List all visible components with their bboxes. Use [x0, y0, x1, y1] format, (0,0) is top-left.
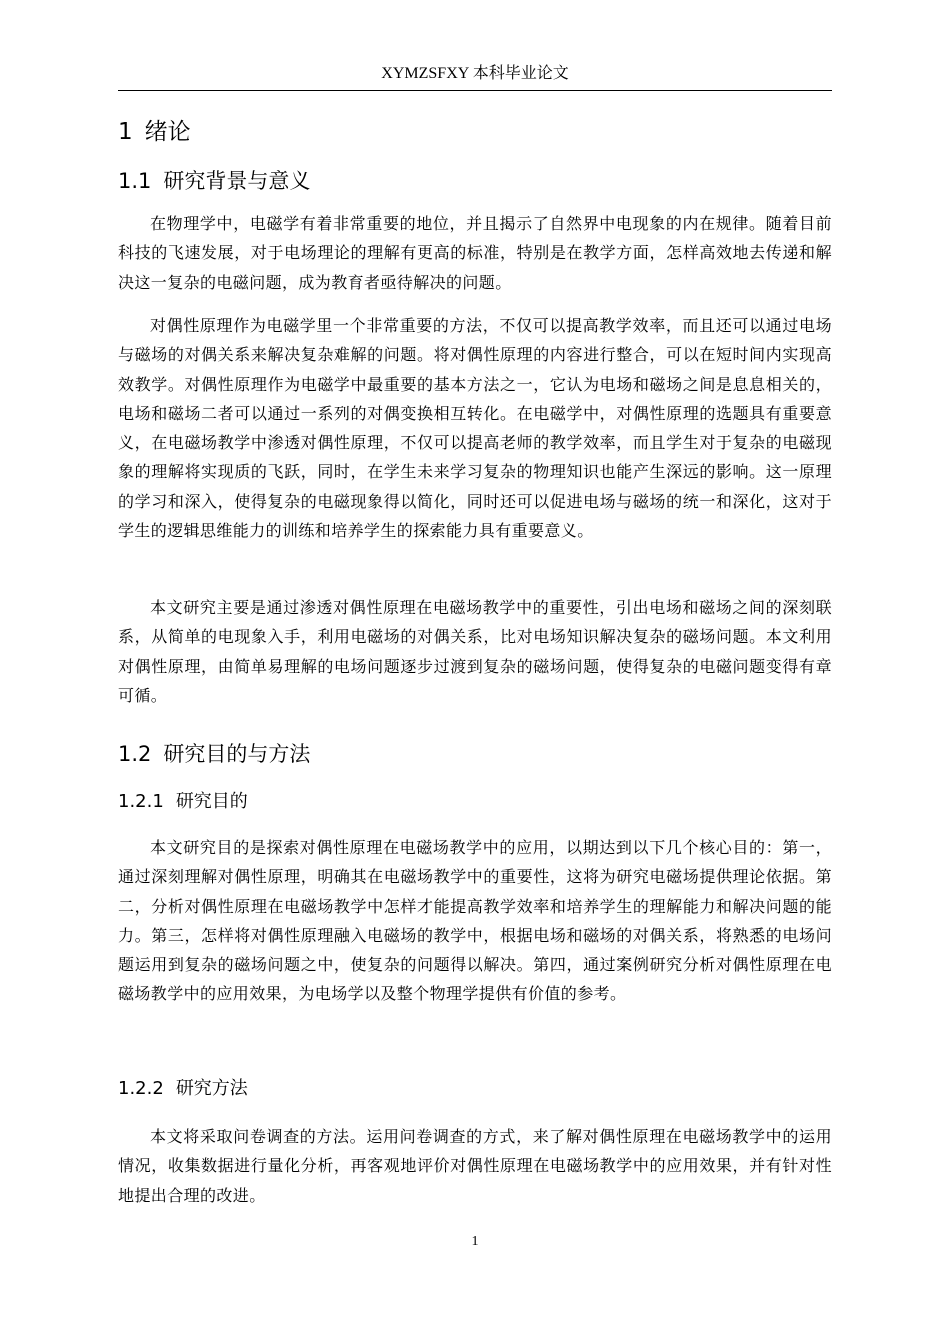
- subsection-title: 研究方法: [175, 1078, 248, 1099]
- running-header: XYMZSFXY 本科毕业论文: [381, 65, 569, 82]
- page-number: 1: [471, 1234, 479, 1249]
- section-heading-1-1: [118, 168, 310, 194]
- paragraph: 本文研究主要是通过渗透对偶性原理在电磁场教学中的重要性，引出电场和磁场之间的深刻联系，从简单的电现象入手，利用电磁场的对偶关系，比对电场知识解决复杂的磁场问题。本文利用对偶性原理，由简单易理解的电场问题逐步过渡到复杂的磁场问题，使得复杂的电磁问题变得有章可循。: [118, 598, 832, 705]
- subsection-number: 1.2.2: [118, 1078, 164, 1099]
- subsection-title: 研究目的: [175, 791, 248, 812]
- subsection-heading-1-2-2: [118, 1077, 248, 1101]
- section-number: 1.2: [118, 742, 152, 766]
- header-rule: [118, 90, 832, 91]
- paragraph: 对偶性原理作为电磁学里一个非常重要的方法，不仅可以提高教学效率，而且还可以通过电场与磁场的对偶关系来解决复杂难解的问题。将对偶性原理的内容进行整合，可以在短时间内实现高效教学。对偶性原理作为电磁学中最重要的基本方法之一，它认为电场和磁场之间是息息相关的，电场和磁场二者可以通过一系列的对偶变换相互转化。在电磁学中，对偶性原理的选题具有重要意义，在电磁场教学中渗透对偶性原理，不仅可以提高老师的教学效率，而且学生对于复杂的电磁现象的理解将实现质的飞跃，同时，在学生未来学习复杂的物理知识也能产生深远的影响。这一原理的学习和深入，使得复杂的电磁现象得以简化，同时还可以促进电场与磁场的统一和深化，这对于学生的逻辑思维能力的训练和培养学生的探索能力具有重要意义。: [118, 316, 832, 541]
- section-title: 研究目的与方法: [163, 742, 311, 766]
- subsection-heading-1-2-1: [118, 790, 248, 814]
- section-title: 研究背景与意义: [163, 169, 311, 193]
- paragraph: 本文研究目的是探索对偶性原理在电磁场教学中的应用，以期达到以下几个核心目的：第一，通过深刻理解对偶性原理，明确其在电磁场教学中的重要性，这将为研究电磁场提供理论依据。第二，分析对偶性原理在电磁场教学中怎样才能提高教学效率和培养学生的理解能力和解决问题的能力。第三，怎样将对偶性原理融入电磁场的教学中，根据电场和磁场的对偶关系，将熟悉的电场问题运用到复杂的磁场问题之中，使复杂的问题得以解决。第四，通过案例研究分析对偶性原理在电磁场教学中的应用效果，为电场学以及整个物理学提供有价值的参考。: [118, 838, 832, 1004]
- paragraph: 本文将采取问卷调查的方法。运用问卷调查的方式，来了解对偶性原理在电磁场教学中的运用情况，收集数据进行量化分析，再客观地评价对偶性原理在电磁场教学中的应用效果，并有针对性地提出合理的改进。: [118, 1127, 832, 1205]
- chapter-title: 绪论: [144, 119, 191, 145]
- chapter-heading: [118, 118, 191, 146]
- section-number: 1.1: [118, 169, 152, 193]
- subsection-number: 1.2.1: [118, 791, 164, 812]
- section-heading-1-2: [118, 741, 310, 767]
- paragraph: 在物理学中，电磁学有着非常重要的地位，并且揭示了自然界中电现象的内在规律。随着目前科技的飞速发展，对于电场理论的理解有更高的标准，特别是在教学方面，怎样高效地去传递和解决这一复杂的电磁问题，成为教育者亟待解决的问题。: [118, 214, 832, 292]
- chapter-number: 1: [118, 119, 133, 145]
